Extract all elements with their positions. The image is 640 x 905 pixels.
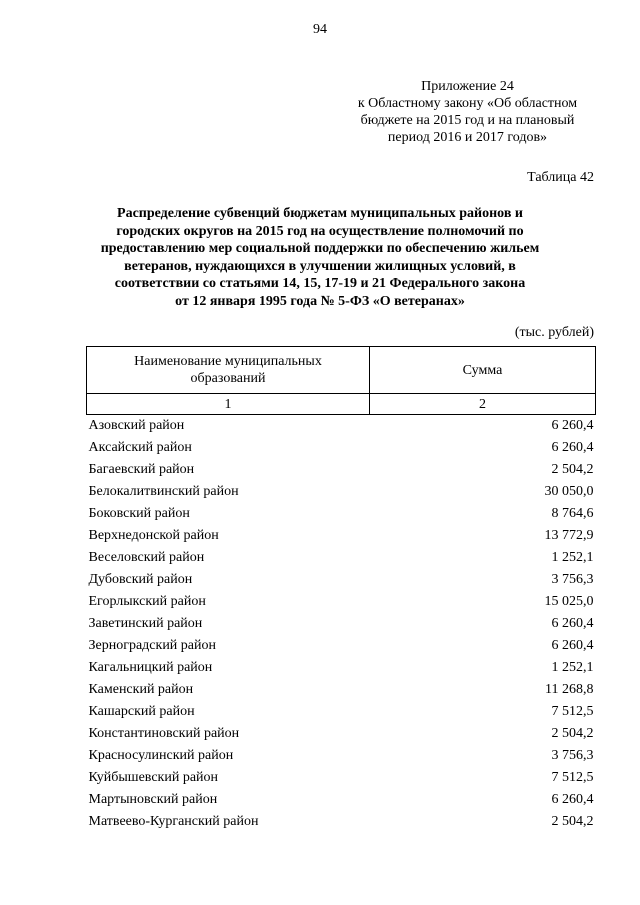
table-row [87,613,596,635]
appendix-header [340,78,595,146]
table-row [87,723,596,745]
table-row [87,679,596,701]
table-row [87,789,596,811]
subsidy-amount: 30 050,0 [544,484,594,499]
municipality-name: Аксайский район [88,440,192,455]
table-row [87,503,596,525]
municipality-name: Верхнедонской район [88,528,219,543]
appendix-line: бюджете на 2015 год и на плановый [360,113,575,128]
table-row [87,415,596,438]
table-row [87,701,596,723]
units-label: (тыс. рублей) [514,325,594,340]
municipality-name: Куйбышевский район [88,770,219,785]
subsidy-amount: 6 260,4 [551,616,594,631]
appendix-line: Приложение 24 [421,79,514,94]
municipality-name: Заветинский район [88,616,203,631]
subsidy-table [86,346,596,833]
subsidy-amount: 2 504,2 [551,726,594,741]
table-label: Таблица 42 [527,170,594,185]
table-header-row [87,347,596,394]
subsidy-amount: 8 764,6 [551,506,594,521]
table-row [87,481,596,503]
subsidy-amount: 3 756,3 [551,572,594,587]
municipality-name: Веселовский район [88,550,205,565]
subsidy-amount: 15 025,0 [544,594,594,609]
appendix-line: период 2016 и 2017 годов» [387,130,548,145]
municipality-name: Константиновский район [88,726,240,741]
document-title [90,205,550,310]
subsidy-amount: 2 504,2 [551,814,594,829]
subsidy-amount: 6 260,4 [551,440,594,455]
subsidy-amount: 2 504,2 [551,462,594,477]
appendix-line: к Областному закону «Об областном [357,96,578,111]
subsidy-amount: 6 260,4 [551,638,594,653]
header-name-line: Наименование муниципальных [134,354,322,369]
municipality-name: Кагальницкий район [88,660,213,675]
municipality-name: Зерноградский район [88,638,216,653]
page-number: 94 [313,22,327,37]
subsidy-amount: 7 512,5 [551,704,594,719]
column-header-name [87,347,370,394]
table-row [87,525,596,547]
table-row [87,547,596,569]
municipality-name: Азовский район [88,418,185,433]
table-row [87,811,596,833]
subsidy-amount: 7 512,5 [551,770,594,785]
title-line: городских округов на 2015 год на осуществление полномочий по [116,223,524,239]
table-row [87,767,596,789]
subsidy-amount: 1 252,1 [551,550,594,565]
header-name-line: образований [190,371,266,386]
table-row [87,635,596,657]
column-number-2: 2 [370,394,596,415]
municipality-name: Белокалитвинский район [88,484,239,499]
table-row [87,459,596,481]
municipality-name: Багаевский район [88,462,195,477]
subsidy-amount: 1 252,1 [551,660,594,675]
subsidy-amount: 6 260,4 [551,418,594,433]
municipality-name: Егорлыкский район [88,594,206,609]
subsidy-amount: 6 260,4 [551,792,594,807]
title-line: ветеранов, нуждающихся в улучшении жилищных условий, в [124,258,516,274]
municipality-name: Мартыновский район [88,792,218,807]
subsidy-amount: 11 268,8 [545,682,594,697]
column-number-1: 1 [87,394,370,415]
table-row [87,745,596,767]
municipality-name: Красносулинский район [88,748,234,763]
column-number-row [87,394,596,415]
title-line: предоставлению мер социальной поддержки по обеспечению жильем [100,241,540,256]
table-row [87,591,596,613]
table-row [87,437,596,459]
municipality-name: Кашарский район [88,704,195,719]
title-line: Распределение субвенций бюджетам муниципальных районов и [117,206,523,221]
title-line: от 12 января 1995 года № 5-ФЗ «О ветеранах» [175,293,465,309]
title-line: соответствии со статьями 14, 15, 17-19 и 21 Федерального закона [114,276,526,291]
municipality-name: Матвеево-Курганский район [88,814,259,829]
subsidy-amount: 13 772,9 [544,528,594,543]
table-row [87,657,596,679]
municipality-name: Дубовский район [88,572,193,587]
subsidy-amount: 3 756,3 [551,748,594,763]
municipality-name: Каменский район [88,682,194,697]
column-header-sum: Сумма [370,347,596,394]
municipality-name: Боковский район [88,506,190,521]
table-body [87,415,596,834]
table-row [87,569,596,591]
